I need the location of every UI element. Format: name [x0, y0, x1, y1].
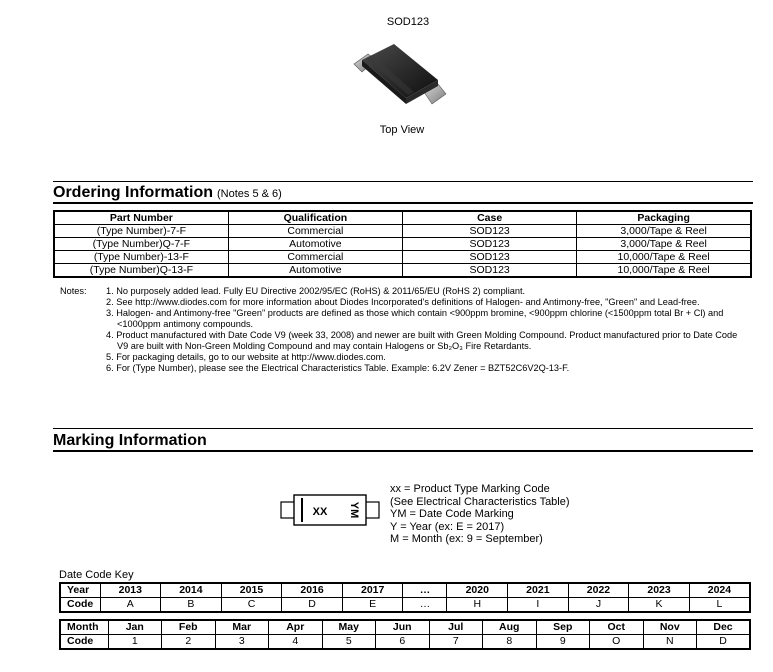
col-packaging: Packaging: [577, 211, 751, 225]
year-cell: 2013: [100, 583, 161, 598]
year-code-row: [60, 598, 750, 613]
top-view-label: Top View: [379, 124, 425, 136]
legend-line: YM = Date Code Marking: [390, 508, 514, 520]
year-cell: …: [403, 583, 447, 598]
month-code-cell: D: [697, 635, 751, 650]
year-code-cell: C: [221, 598, 282, 613]
table-row: [54, 238, 751, 251]
month-code-cell: 3: [215, 635, 269, 650]
cell-qualification: Commercial: [228, 251, 402, 264]
month-row-label: Month: [60, 620, 108, 635]
marking-xx-text: XX: [312, 506, 328, 518]
year-cell: 2015: [221, 583, 282, 598]
year-code-cell: K: [629, 598, 690, 613]
year-code-cell: L: [689, 598, 750, 613]
month-cell: May: [322, 620, 376, 635]
note-item: 6. For (Type Number), please see the Electrical Characteristics Table. Example: 6.2V Zener = BZT52C6V2Q-13-F.: [106, 363, 570, 373]
ordering-title: Ordering Information: [53, 184, 213, 201]
sod123-package-image: [348, 40, 452, 120]
note-item: 4. Product manufactured with Date Code V9 (week 33, 2008) and newer are built with Green Molding Compound. Product manufactured prior to Date Code V9 are built with Non-Green Molding Compound and may contain Halogens or Sb₂O₃ Fire Retardants.: [106, 330, 738, 351]
notes-label: Notes:: [60, 286, 87, 296]
cell-case: SOD123: [403, 238, 577, 251]
year-code-cell: D: [282, 598, 343, 613]
package-name: SOD123: [386, 16, 430, 28]
legend-line: M = Month (ex: 9 = September): [390, 533, 543, 545]
table-row: [54, 251, 751, 264]
legend-line: Y = Year (ex: E = 2017): [390, 520, 505, 533]
col-case: Case: [403, 211, 577, 225]
code-row-label: Code: [60, 635, 108, 650]
cell-case: SOD123: [403, 264, 577, 278]
month-cell: Jan: [108, 620, 162, 635]
cell-qualification: Automotive: [228, 238, 402, 251]
cell-case: SOD123: [403, 251, 577, 264]
cell-part-number: (Type Number)-7-F: [54, 225, 228, 238]
month-code-cell: 7: [429, 635, 483, 650]
year-cell: 2014: [161, 583, 222, 598]
month-cell: Jun: [376, 620, 430, 635]
col-part-number: Part Number: [54, 211, 228, 225]
year-cell: 2021: [508, 583, 569, 598]
year-code-table: [59, 582, 751, 613]
year-code-cell: B: [161, 598, 222, 613]
cell-case: SOD123: [403, 225, 577, 238]
section-rule: [53, 428, 753, 429]
month-code-cell: 6: [376, 635, 430, 650]
month-code-cell: N: [643, 635, 697, 650]
month-cell: Oct: [590, 620, 644, 635]
month-code-cell: O: [590, 635, 644, 650]
marking-legend: [390, 483, 570, 546]
section-rule: [53, 181, 753, 182]
note-item: 2. See http://www.diodes.com for more information about Diodes Incorporated's definitions of Halogen- and Antimony-free, "Green" and Lead-free.: [106, 297, 700, 307]
month-code-cell: 5: [322, 635, 376, 650]
cell-part-number: (Type Number)Q-7-F: [54, 238, 228, 251]
month-cell: Dec: [697, 620, 751, 635]
month-cell: Apr: [269, 620, 323, 635]
month-cell: Feb: [162, 620, 216, 635]
month-code-cell: 4: [269, 635, 323, 650]
col-qualification: Qualification: [228, 211, 402, 225]
year-cell: 2024: [689, 583, 750, 598]
ordering-title-note: (Notes 5 & 6): [217, 188, 282, 200]
cell-packaging: 10,000/Tape & Reel: [577, 264, 751, 278]
month-cell: Mar: [215, 620, 269, 635]
month-row: [60, 620, 750, 635]
year-code-cell: E: [342, 598, 403, 613]
month-code-cell: 1: [108, 635, 162, 650]
year-row: [60, 583, 750, 598]
year-code-cell: I: [508, 598, 569, 613]
ordering-section-header: [53, 181, 753, 204]
note-item: 3. Halogen- and Antimony-free "Green" products are defined as those which contain <900ppm bromine, <900ppm chlorine (<1500ppm total Br + Cl) and <1000ppm antimony compounds.: [106, 308, 724, 329]
date-code-key-title: Date Code Key: [59, 569, 134, 581]
cell-part-number: (Type Number)Q-13-F: [54, 264, 228, 278]
cell-packaging: 10,000/Tape & Reel: [577, 251, 751, 264]
marking-section-header: [53, 428, 753, 452]
year-cell: 2016: [282, 583, 343, 598]
year-code-cell: H: [447, 598, 508, 613]
marking-title: Marking Information: [53, 432, 207, 449]
month-code-cell: 2: [162, 635, 216, 650]
year-code-cell: J: [568, 598, 629, 613]
year-code-cell: …: [403, 598, 447, 613]
month-cell: Sep: [536, 620, 590, 635]
month-code-cell: 8: [483, 635, 537, 650]
month-code-row: [60, 635, 750, 650]
year-cell: 2020: [447, 583, 508, 598]
cell-qualification: Commercial: [228, 225, 402, 238]
year-row-label: Year: [60, 583, 100, 598]
month-cell: Jul: [429, 620, 483, 635]
year-code-cell: A: [100, 598, 161, 613]
notes-list: [106, 286, 746, 374]
legend-line: (See Electrical Characteristics Table): [390, 495, 570, 508]
year-cell: 2023: [629, 583, 690, 598]
month-cell: Aug: [483, 620, 537, 635]
month-cell: Nov: [643, 620, 697, 635]
table-row: [54, 264, 751, 278]
cell-part-number: (Type Number)-13-F: [54, 251, 228, 264]
table-row: [54, 225, 751, 238]
cell-qualification: Automotive: [228, 264, 402, 278]
month-code-cell: 9: [536, 635, 590, 650]
cell-packaging: 3,000/Tape & Reel: [577, 238, 751, 251]
code-row-label: Code: [60, 598, 100, 613]
note-item: 1. No purposely added lead. Fully EU Directive 2002/95/EC (RoHS) & 2011/65/EU (RoHS 2) compliant.: [106, 286, 526, 296]
marking-ym-text: YM: [348, 501, 361, 519]
ordering-table: [53, 210, 752, 278]
marking-diagram: [280, 494, 382, 534]
year-cell: 2017: [342, 583, 403, 598]
cell-packaging: 3,000/Tape & Reel: [577, 225, 751, 238]
year-cell: 2022: [568, 583, 629, 598]
note-item: 5. For packaging details, go to our website at http://www.diodes.com.: [106, 352, 386, 362]
month-code-table: [59, 619, 751, 650]
legend-line: xx = Product Type Marking Code: [390, 483, 550, 495]
